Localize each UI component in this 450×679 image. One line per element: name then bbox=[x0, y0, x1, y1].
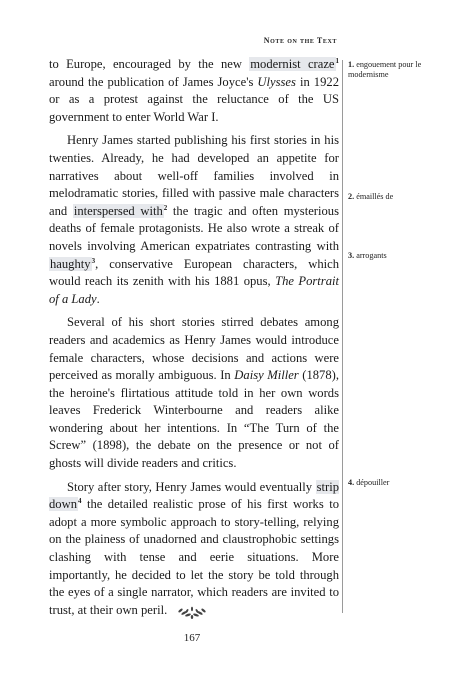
gloss-number: 4. bbox=[348, 478, 355, 487]
glossed-term-3: haughty bbox=[50, 256, 91, 271]
text-run: Henry James started publishing his first stories in his twenties. Already, he had developed an appetite for narratives about well-off families involved in melodramatic stories, filled with passive male characters and bbox=[49, 133, 339, 218]
text-run: Several of his short stories stirred debates among readers and academics as Henry James would introduce female characters, whose decisions and actions were perceived as morally ambiguous. In bbox=[49, 315, 339, 383]
paragraph-3 bbox=[49, 314, 339, 472]
book-title: The Portrait of a Lady bbox=[49, 274, 340, 306]
footnote-ref-2: 2 bbox=[163, 203, 168, 212]
gloss-text: dépouiller bbox=[356, 478, 390, 487]
laurel-ornament-icon bbox=[175, 604, 209, 620]
gloss-number: 2. bbox=[348, 192, 355, 201]
book-title: Daisy Miller bbox=[234, 368, 299, 383]
gloss-text: émaillés de bbox=[356, 192, 394, 201]
footnote-ref-4: 4 bbox=[78, 497, 82, 506]
margin-gloss-2 bbox=[348, 192, 438, 202]
page-number: 167 bbox=[183, 632, 201, 644]
glossed-term-2: interspersed with bbox=[73, 203, 163, 218]
text-run: , conservative European characters, which would reach its zenith with his 1881 opus, bbox=[49, 256, 339, 289]
text-run: in 1922 or as a protest against the reluctance of the US government to enter World War I. bbox=[49, 74, 339, 124]
gloss-number: 3. bbox=[348, 251, 355, 260]
text-run: Story after story, Henry James would eventually bbox=[67, 479, 316, 494]
running-header: Note on the Text bbox=[263, 36, 337, 45]
main-text bbox=[49, 56, 339, 625]
paragraph-4 bbox=[49, 479, 339, 620]
text-run: the detailed realistic prose of his first works to adopt a more symbolic approach to story-telling, relying on the plainess of unadorned and claustrophobic settings clashing with tense and eerie situations. More importantly, he decided to let the story be told through the eyes of a single narrator, which readers are invited to trust, at their own peril. bbox=[49, 497, 339, 617]
paragraph-2 bbox=[49, 132, 339, 308]
text-run: around the publication of James Joyce's bbox=[49, 74, 258, 89]
paragraph-1 bbox=[49, 56, 339, 126]
gloss-number: 1. bbox=[348, 60, 355, 69]
margin-gloss-1 bbox=[348, 60, 438, 79]
text-run: the tragic and often mysterious deaths of female protagonists. He also wrote a streak of novels involving American expatriates contrasting with bbox=[49, 203, 339, 253]
glossed-term-1: modernist craze bbox=[250, 57, 335, 71]
text-run: . bbox=[96, 291, 100, 306]
glossed-term-4: strip down bbox=[49, 479, 339, 512]
footnote-ref-1: 1 bbox=[335, 56, 339, 65]
gloss-text: engouement pour le modernisme bbox=[348, 60, 422, 79]
text-run: to Europe, encouraged by the new bbox=[49, 57, 250, 71]
book-title: Ulysses bbox=[257, 74, 296, 89]
gloss-text: arrogants bbox=[356, 251, 387, 260]
text-run: (1878), the heroine's flirtatious attitude told in her own words leaves Frederick Winterbourne and readers alike wondering about her intentions. In “The Turn of the Screw” (1898), the debate on the presence or not of ghosts will divide readers and critics. bbox=[49, 368, 339, 471]
margin-gloss-4 bbox=[348, 478, 438, 488]
margin-gloss-3 bbox=[348, 251, 438, 261]
margin-rule bbox=[342, 60, 343, 613]
footnote-ref-3: 3 bbox=[91, 256, 96, 265]
